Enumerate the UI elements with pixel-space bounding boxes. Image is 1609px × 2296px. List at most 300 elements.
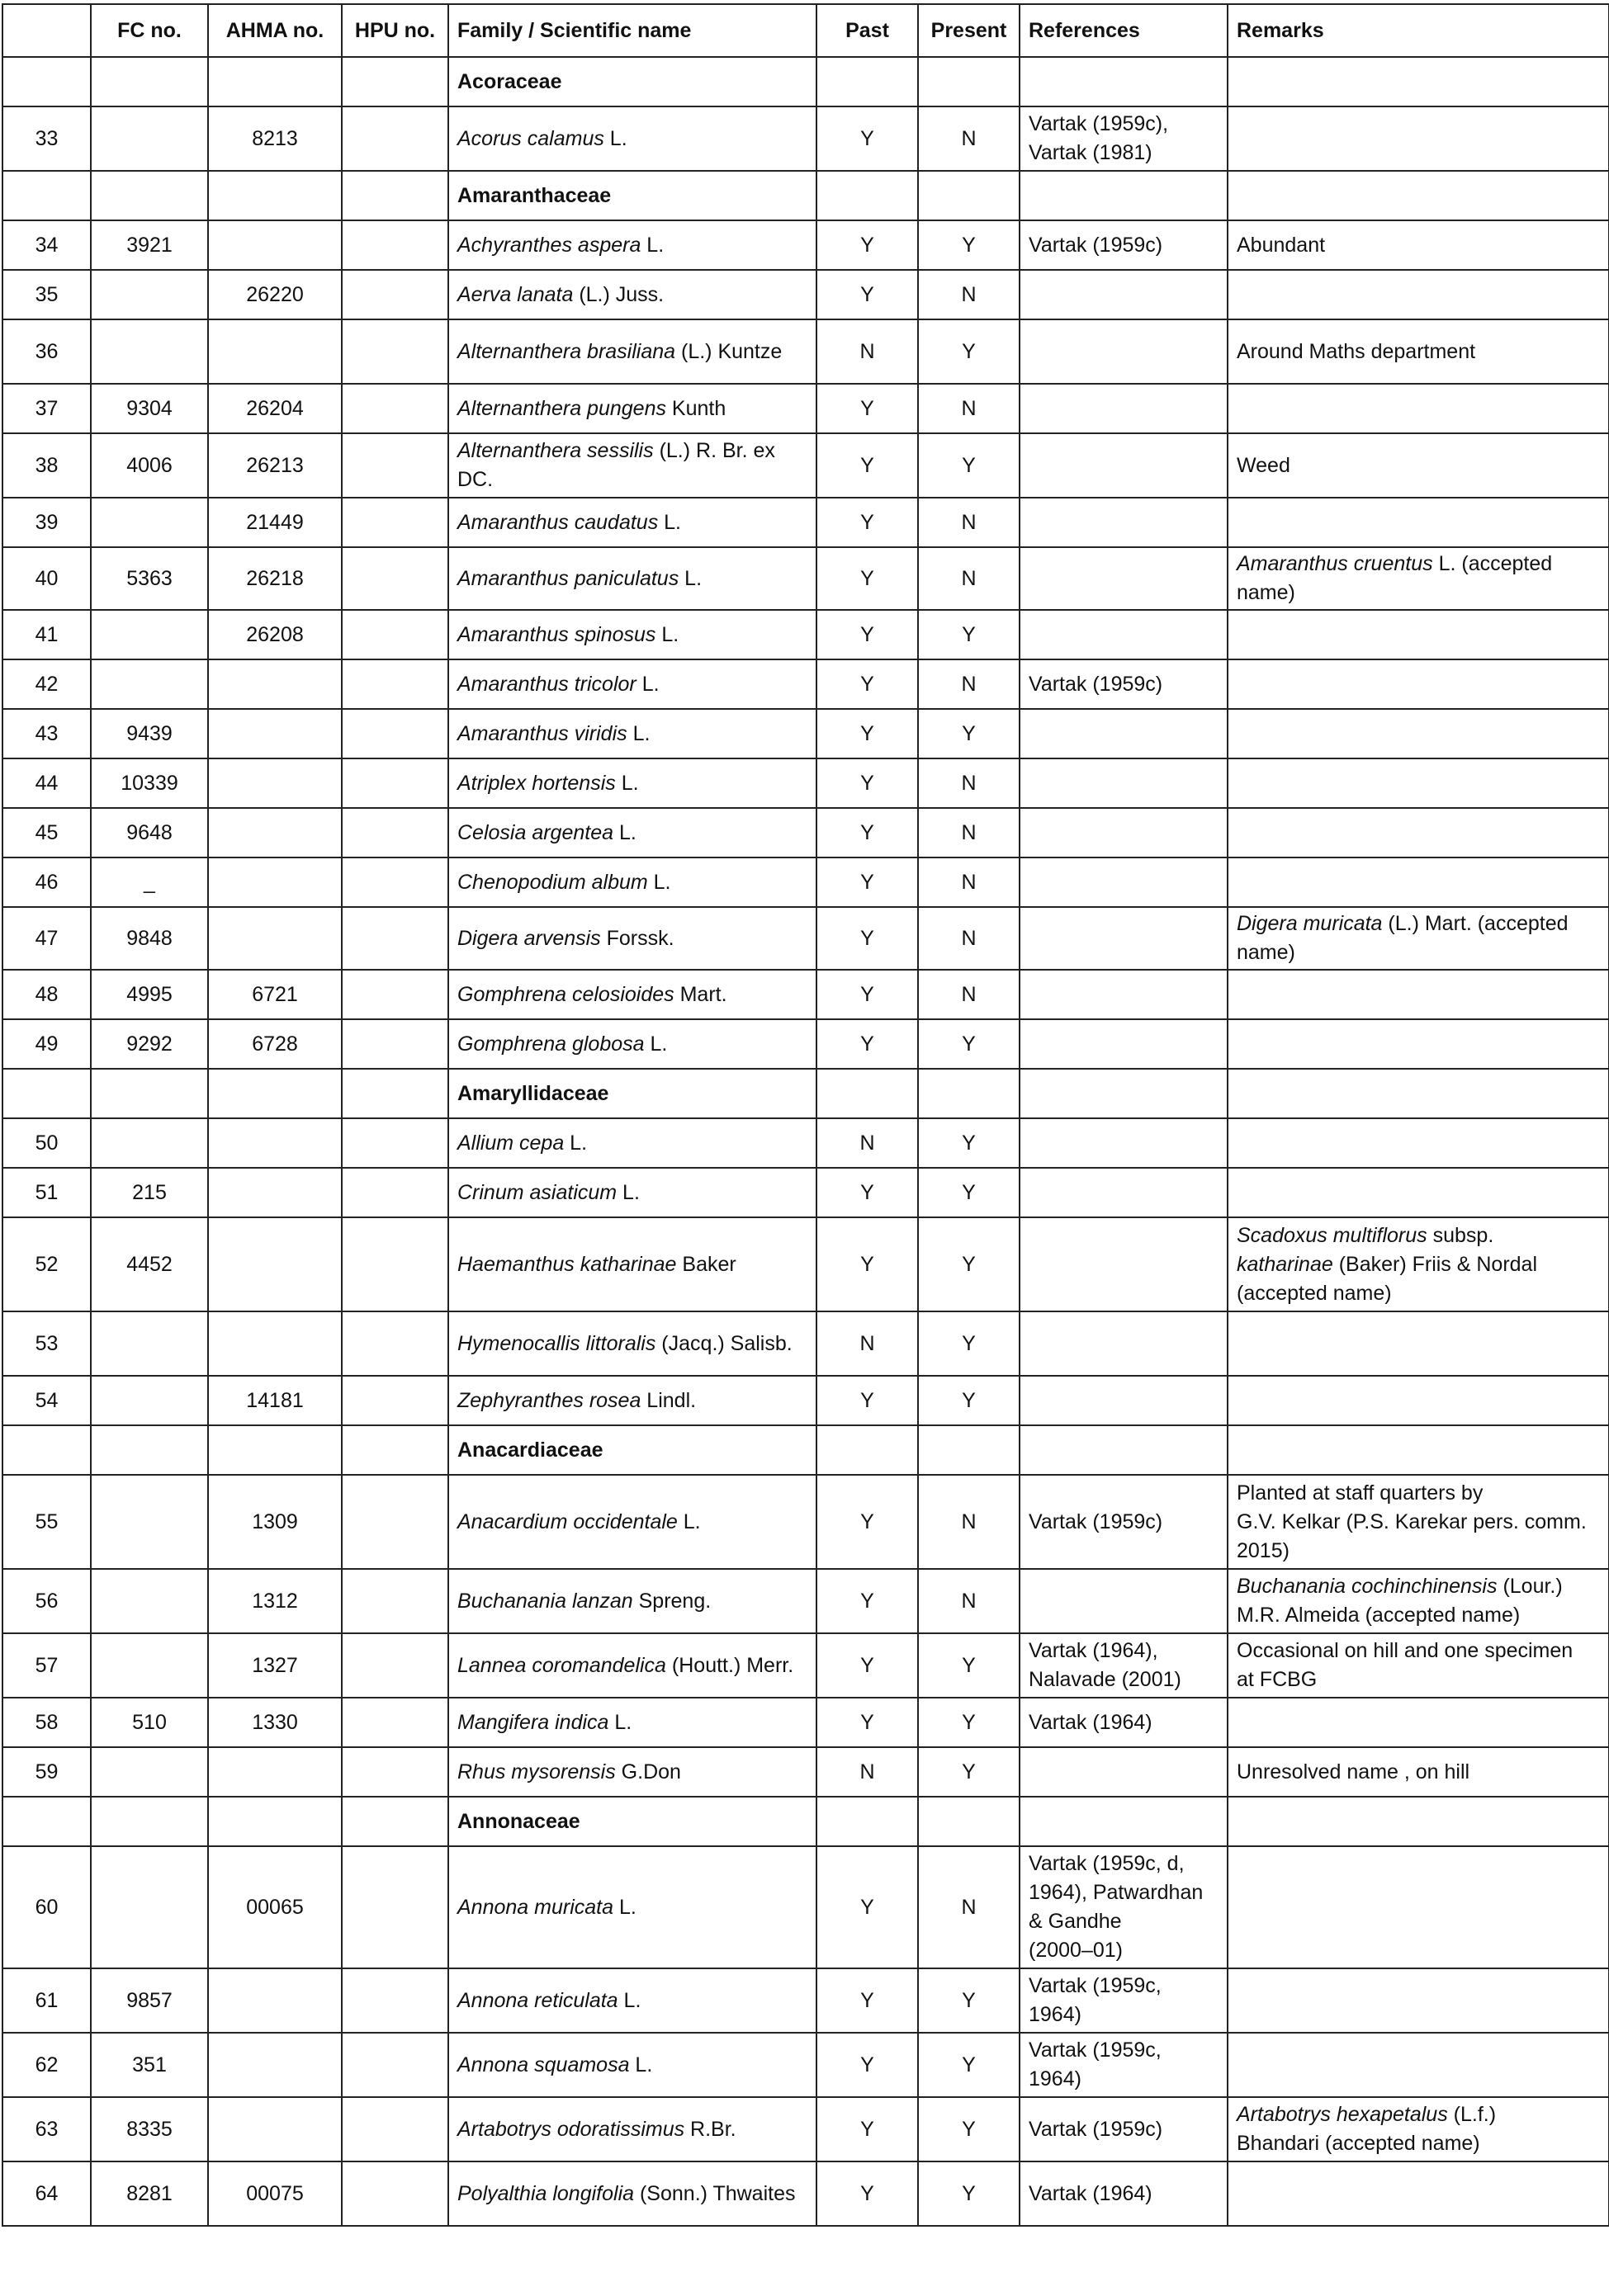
- references: [1020, 1475, 1228, 1569]
- empty-cell: [918, 57, 1020, 106]
- scientific-name: [448, 659, 816, 709]
- fc-no: 9292: [91, 1019, 208, 1069]
- family-row: [2, 1069, 1609, 1118]
- row-number: 62: [2, 2033, 91, 2097]
- past-value: Y: [816, 2033, 918, 2097]
- fc-no: [91, 106, 208, 171]
- references: [1020, 1217, 1228, 1311]
- species-authority: Baker: [676, 1252, 736, 1276]
- remark-text: (L.) Mart. (accepted name): [1237, 912, 1569, 964]
- species-authority: L.: [677, 1509, 701, 1533]
- remark-text: subsp.: [1427, 1223, 1494, 1247]
- species-authority: L.: [655, 622, 679, 646]
- empty-cell: [2, 171, 91, 220]
- fc-no: [91, 1846, 208, 1968]
- species-authority: L.: [679, 566, 703, 590]
- ahma-no: 00065: [208, 1846, 342, 1968]
- references: [1020, 106, 1228, 171]
- scientific-name: [448, 319, 816, 384]
- present-value: Y: [918, 1168, 1020, 1217]
- remark-text: at FCBG: [1237, 1668, 1318, 1691]
- species-row: [2, 1311, 1609, 1376]
- empty-cell: [342, 171, 448, 220]
- references: [1020, 2161, 1228, 2226]
- scientific-name: [448, 758, 816, 808]
- empty-cell: [918, 1069, 1020, 1118]
- empty-cell: [918, 1797, 1020, 1846]
- empty-cell: [816, 57, 918, 106]
- scientific-name: [448, 547, 816, 610]
- row-number: 47: [2, 907, 91, 970]
- species-row: [2, 1698, 1609, 1747]
- past-value: Y: [816, 220, 918, 270]
- references: [1020, 220, 1228, 270]
- fc-no: 8335: [91, 2097, 208, 2161]
- empty-cell: [91, 57, 208, 106]
- row-number: 33: [2, 106, 91, 171]
- hpu-no: [342, 1569, 448, 1633]
- species-name: Amaranthus paniculatus: [457, 566, 679, 590]
- present-value: N: [918, 1846, 1020, 1968]
- remarks: [1228, 1376, 1609, 1425]
- hpu-no: [342, 1698, 448, 1747]
- hpu-no: [342, 907, 448, 970]
- empty-cell: [1020, 1069, 1228, 1118]
- past-value: Y: [816, 384, 918, 433]
- ahma-no: 1327: [208, 1633, 342, 1698]
- present-value: N: [918, 907, 1020, 970]
- hpu-no: [342, 808, 448, 857]
- scientific-name: [448, 1968, 816, 2033]
- remarks: [1228, 758, 1609, 808]
- empty-cell: [1228, 171, 1609, 220]
- species-name: Annona squamosa: [457, 2053, 630, 2076]
- past-value: Y: [816, 1376, 918, 1425]
- scientific-name: [448, 709, 816, 758]
- row-number: 37: [2, 384, 91, 433]
- references: [1020, 433, 1228, 498]
- fc-no: [91, 1311, 208, 1376]
- hpu-no: [342, 270, 448, 319]
- species-row: [2, 1846, 1609, 1968]
- present-value: Y: [918, 1019, 1020, 1069]
- scientific-name: [448, 1217, 816, 1311]
- row-number: 46: [2, 857, 91, 907]
- present-value: Y: [918, 2097, 1020, 2161]
- present-value: N: [918, 547, 1020, 610]
- hpu-no: [342, 384, 448, 433]
- species-row: [2, 1118, 1609, 1168]
- fc-no: [91, 1747, 208, 1797]
- family-row: [2, 57, 1609, 106]
- empty-cell: [91, 1425, 208, 1475]
- row-number: 56: [2, 1569, 91, 1633]
- empty-cell: [2, 1797, 91, 1846]
- row-number: 35: [2, 270, 91, 319]
- references: [1020, 1019, 1228, 1069]
- remark-text: katharinae: [1237, 1252, 1333, 1276]
- present-value: Y: [918, 709, 1020, 758]
- species-row: [2, 433, 1609, 498]
- hpu-no: [342, 2161, 448, 2226]
- row-number: 48: [2, 970, 91, 1019]
- scientific-name: [448, 907, 816, 970]
- species-name: Annona muricata: [457, 1895, 614, 1919]
- hpu-no: [342, 1475, 448, 1569]
- scientific-name: [448, 270, 816, 319]
- references: [1020, 659, 1228, 709]
- remark-text: (accepted name): [1237, 1281, 1392, 1305]
- species-authority: Kunth: [665, 396, 726, 420]
- present-value: N: [918, 498, 1020, 547]
- references: [1020, 2097, 1228, 2161]
- species-authority: Mart.: [674, 982, 727, 1006]
- empty-cell: [2, 57, 91, 106]
- header-scientific-name: Family / Scientific name: [448, 4, 816, 57]
- ahma-no: [208, 1747, 342, 1797]
- species-name: Amaranthus spinosus: [457, 622, 656, 646]
- empty-cell: [1020, 1797, 1228, 1846]
- present-value: Y: [918, 1376, 1020, 1425]
- scientific-name: [448, 2161, 816, 2226]
- remarks: [1228, 1475, 1609, 1569]
- hpu-no: [342, 970, 448, 1019]
- remark-text: Abundant: [1237, 233, 1326, 257]
- species-name: Celosia argentea: [457, 820, 614, 844]
- scientific-name: [448, 498, 816, 547]
- reference-line: Vartak (1959c,: [1029, 2039, 1162, 2062]
- family-row: [2, 1425, 1609, 1475]
- references: [1020, 709, 1228, 758]
- reference-line: Vartak (1959c): [1029, 233, 1163, 257]
- species-row: [2, 2161, 1609, 2226]
- remarks: [1228, 1168, 1609, 1217]
- empty-cell: [918, 171, 1020, 220]
- present-value: Y: [918, 1118, 1020, 1168]
- species-name: Acorus calamus: [457, 126, 604, 150]
- species-authority: (L.) Juss.: [573, 282, 665, 306]
- empty-cell: [1020, 1425, 1228, 1475]
- reference-line: Vartak (1981): [1029, 141, 1152, 164]
- species-authority: L.: [627, 721, 651, 745]
- references: [1020, 808, 1228, 857]
- species-authority: L.: [615, 771, 639, 795]
- remarks: [1228, 1633, 1609, 1698]
- fc-no: 10339: [91, 758, 208, 808]
- row-number: 64: [2, 2161, 91, 2226]
- references: [1020, 857, 1228, 907]
- references: [1020, 270, 1228, 319]
- fc-no: 9857: [91, 1968, 208, 2033]
- empty-cell: [1020, 57, 1228, 106]
- scientific-name: [448, 1475, 816, 1569]
- remark-text: Planted at staff quarters by: [1237, 1481, 1484, 1505]
- species-row: [2, 106, 1609, 171]
- remarks: [1228, 270, 1609, 319]
- past-value: Y: [816, 106, 918, 171]
- header-references: References: [1020, 4, 1228, 57]
- species-name: Crinum asiaticum: [457, 1180, 618, 1204]
- scientific-name: [448, 2033, 816, 2097]
- scientific-name: [448, 857, 816, 907]
- remarks: [1228, 709, 1609, 758]
- remark-text: G.V. Kelkar (P.S. Karekar pers. comm.: [1237, 1509, 1587, 1533]
- fc-no: [91, 319, 208, 384]
- past-value: Y: [816, 1168, 918, 1217]
- references: [1020, 1633, 1228, 1698]
- species-name: Alternanthera brasiliana: [457, 339, 676, 363]
- hpu-no: [342, 319, 448, 384]
- reference-line: (2000–01): [1029, 1939, 1123, 1962]
- remark-text: M.R. Almeida (accepted name): [1237, 1604, 1521, 1627]
- row-number: 42: [2, 659, 91, 709]
- hpu-no: [342, 1968, 448, 2033]
- species-name: Amaranthus viridis: [457, 721, 627, 745]
- hpu-no: [342, 709, 448, 758]
- present-value: Y: [918, 2161, 1020, 2226]
- species-row: [2, 1569, 1609, 1633]
- species-row: [2, 1747, 1609, 1797]
- family-name: Acoraceae: [448, 57, 816, 106]
- remarks: [1228, 970, 1609, 1019]
- species-name: Buchanania lanzan: [457, 1589, 633, 1613]
- remark-text: Digera muricata: [1237, 912, 1383, 935]
- fc-no: 9304: [91, 384, 208, 433]
- present-value: Y: [918, 1747, 1020, 1797]
- ahma-no: [208, 808, 342, 857]
- species-authority: L.: [629, 2053, 653, 2076]
- ahma-no: 6728: [208, 1019, 342, 1069]
- reference-line: Vartak (1959c, d,: [1029, 1852, 1185, 1875]
- present-value: N: [918, 106, 1020, 171]
- hpu-no: [342, 2033, 448, 2097]
- species-name: Lannea coromandelica: [457, 1653, 666, 1677]
- species-name: Rhus mysorensis: [457, 1760, 616, 1783]
- species-row: [2, 1019, 1609, 1069]
- empty-cell: [208, 171, 342, 220]
- ahma-no: 26218: [208, 547, 342, 610]
- species-row: [2, 1217, 1609, 1311]
- empty-cell: [816, 1797, 918, 1846]
- row-number: 61: [2, 1968, 91, 2033]
- species-authority: L.: [618, 1988, 641, 2012]
- remark-text: (L.f.): [1447, 2103, 1497, 2126]
- row-number: 51: [2, 1168, 91, 1217]
- present-value: Y: [918, 433, 1020, 498]
- present-value: N: [918, 857, 1020, 907]
- past-value: Y: [816, 498, 918, 547]
- species-row: [2, 2033, 1609, 2097]
- row-number: 54: [2, 1376, 91, 1425]
- hpu-no: [342, 433, 448, 498]
- reference-line: 1964): [1029, 2003, 1081, 2026]
- hpu-no: [342, 1019, 448, 1069]
- fc-no: 9439: [91, 709, 208, 758]
- past-value: Y: [816, 709, 918, 758]
- row-number: 49: [2, 1019, 91, 1069]
- flora-table: [2, 3, 1609, 2227]
- species-authority: (Jacq.) Salisb.: [655, 1331, 793, 1355]
- past-value: Y: [816, 433, 918, 498]
- ahma-no: 6721: [208, 970, 342, 1019]
- scientific-name: [448, 1569, 816, 1633]
- family-name: Annonaceae: [448, 1797, 816, 1846]
- past-value: N: [816, 1118, 918, 1168]
- remark-text: Around Maths department: [1237, 339, 1476, 363]
- past-value: Y: [816, 758, 918, 808]
- ahma-no: [208, 319, 342, 384]
- fc-no: [91, 1475, 208, 1569]
- remarks: [1228, 1118, 1609, 1168]
- species-row: [2, 384, 1609, 433]
- ahma-no: [208, 907, 342, 970]
- fc-no: 4006: [91, 433, 208, 498]
- past-value: Y: [816, 2161, 918, 2226]
- ahma-no: [208, 1968, 342, 2033]
- family-row: [2, 1797, 1609, 1846]
- remarks: [1228, 220, 1609, 270]
- header-present: Present: [918, 4, 1020, 57]
- remark-text: 2015): [1237, 1538, 1290, 1562]
- references: [1020, 758, 1228, 808]
- empty-cell: [342, 1425, 448, 1475]
- ahma-no: 00075: [208, 2161, 342, 2226]
- scientific-name: [448, 2097, 816, 2161]
- reference-line: Vartak (1964): [1029, 2181, 1152, 2205]
- hpu-no: [342, 1311, 448, 1376]
- header-hpu-no: HPU no.: [342, 4, 448, 57]
- row-number: 50: [2, 1118, 91, 1168]
- fc-no: 9848: [91, 907, 208, 970]
- remarks: [1228, 1019, 1609, 1069]
- remarks: [1228, 433, 1609, 498]
- species-name: Alternanthera pungens: [457, 396, 666, 420]
- past-value: Y: [816, 659, 918, 709]
- species-name: Digera arvensis: [457, 926, 601, 950]
- species-authority: (Houtt.) Merr.: [665, 1653, 794, 1677]
- present-value: N: [918, 970, 1020, 1019]
- present-value: N: [918, 1569, 1020, 1633]
- hpu-no: [342, 106, 448, 171]
- reference-line: Vartak (1964),: [1029, 1639, 1158, 1662]
- fc-no: [91, 1569, 208, 1633]
- row-number: 41: [2, 610, 91, 659]
- species-row: [2, 1168, 1609, 1217]
- references: [1020, 498, 1228, 547]
- ahma-no: [208, 659, 342, 709]
- empty-cell: [208, 1425, 342, 1475]
- hpu-no: [342, 1217, 448, 1311]
- fc-no: [91, 498, 208, 547]
- scientific-name: [448, 1747, 816, 1797]
- empty-cell: [2, 1425, 91, 1475]
- scientific-name: [448, 808, 816, 857]
- present-value: N: [918, 659, 1020, 709]
- present-value: N: [918, 808, 1020, 857]
- species-name: Mangifera indica: [457, 1710, 609, 1734]
- species-name: Alternanthera sessilis: [457, 439, 654, 462]
- empty-cell: [816, 1069, 918, 1118]
- row-number: 44: [2, 758, 91, 808]
- scientific-name: [448, 1019, 816, 1069]
- reference-line: Vartak (1959c): [1029, 2117, 1163, 2141]
- past-value: Y: [816, 857, 918, 907]
- past-value: Y: [816, 1968, 918, 2033]
- references: [1020, 907, 1228, 970]
- species-authority: L.: [613, 820, 637, 844]
- species-row: [2, 547, 1609, 610]
- hpu-no: [342, 610, 448, 659]
- fc-no: [91, 659, 208, 709]
- fc-no: [91, 1118, 208, 1168]
- references: [1020, 1376, 1228, 1425]
- row-number: 34: [2, 220, 91, 270]
- past-value: N: [816, 319, 918, 384]
- hpu-no: [342, 659, 448, 709]
- present-value: Y: [918, 2033, 1020, 2097]
- empty-cell: [342, 57, 448, 106]
- species-row: [2, 1376, 1609, 1425]
- species-row: [2, 498, 1609, 547]
- present-value: N: [918, 1475, 1020, 1569]
- remarks: [1228, 610, 1609, 659]
- remark-text: Artabotrys hexapetalus: [1237, 2103, 1448, 2126]
- species-row: [2, 970, 1609, 1019]
- references: [1020, 970, 1228, 1019]
- species-authority: G.Don: [615, 1760, 681, 1783]
- hpu-no: [342, 1376, 448, 1425]
- past-value: Y: [816, 1698, 918, 1747]
- remarks: [1228, 1968, 1609, 2033]
- table-wrapper: [2, 3, 1608, 2227]
- scientific-name: [448, 1118, 816, 1168]
- present-value: Y: [918, 1633, 1020, 1698]
- references: [1020, 1846, 1228, 1968]
- scientific-name: [448, 1633, 816, 1698]
- present-value: N: [918, 270, 1020, 319]
- header-row: [2, 4, 1609, 57]
- species-row: [2, 1968, 1609, 2033]
- references: [1020, 547, 1228, 610]
- references: [1020, 1698, 1228, 1747]
- ahma-no: 1330: [208, 1698, 342, 1747]
- hpu-no: [342, 1633, 448, 1698]
- species-authority: (Sonn.) Thwaites: [634, 2181, 796, 2205]
- remarks: [1228, 2097, 1609, 2161]
- row-number: 58: [2, 1698, 91, 1747]
- ahma-no: 8213: [208, 106, 342, 171]
- ahma-no: [208, 758, 342, 808]
- species-name: Zephyranthes rosea: [457, 1388, 641, 1412]
- reference-line: Vartak (1959c,: [1029, 1974, 1162, 1997]
- species-authority: Forssk.: [600, 926, 674, 950]
- species-authority: (L.) Kuntze: [675, 339, 783, 363]
- past-value: Y: [816, 970, 918, 1019]
- fc-no: 510: [91, 1698, 208, 1747]
- header-past: Past: [816, 4, 918, 57]
- hpu-no: [342, 857, 448, 907]
- empty-cell: [1228, 1425, 1609, 1475]
- empty-cell: [816, 171, 918, 220]
- ahma-no: 1312: [208, 1569, 342, 1633]
- reference-line: & Gandhe: [1029, 1910, 1122, 1933]
- references: [1020, 610, 1228, 659]
- species-authority: L.: [658, 510, 681, 534]
- hpu-no: [342, 1747, 448, 1797]
- header-remarks: Remarks: [1228, 4, 1609, 57]
- empty-cell: [91, 1797, 208, 1846]
- scientific-name: [448, 1168, 816, 1217]
